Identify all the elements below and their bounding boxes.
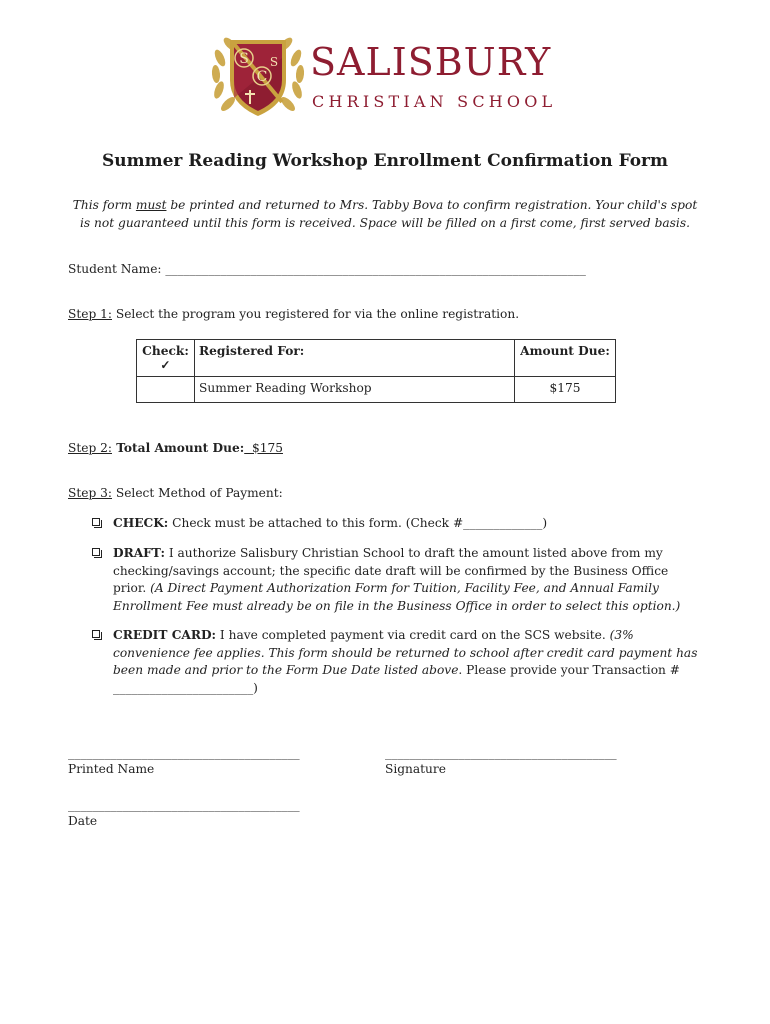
check-header — [137, 340, 195, 377]
step-2-label: Step 2: — [68, 441, 112, 455]
step-2-bold: Total Amount Due: — [112, 441, 245, 455]
payment-card-italic: (3% convenience fee applies. This form should be returned to school after credit card payment has been made and prior to the Form Due Date listed above — [113, 628, 698, 677]
date-label: Date — [68, 814, 98, 828]
registered-header: Registered For: — [195, 340, 515, 377]
step-3-text: Select Method of Payment: — [112, 486, 283, 500]
printed-name-label: Printed Name — [68, 762, 155, 776]
form-title: Summer Reading Workshop Enrollment Confirmation Form — [102, 151, 668, 171]
date-line[interactable]: ______________________________________ — [68, 798, 300, 812]
payment-option-check[interactable] — [92, 515, 704, 533]
student-name-line[interactable]: _____________________________________________________________________ — [165, 262, 586, 276]
step-2 — [68, 441, 283, 455]
program-cell: Summer Reading Workshop — [195, 377, 515, 403]
student-name-field[interactable] — [68, 262, 586, 276]
intro-pre: This form — [72, 198, 136, 212]
school-subtitle: CHRISTIAN SCHOOL — [312, 92, 557, 111]
crest-icon — [208, 28, 308, 124]
amount-cell: $175 — [515, 377, 616, 403]
payment-option-credit-card[interactable] — [92, 627, 704, 697]
crest-letter-s2: S — [269, 55, 279, 69]
payment-card-trailing: . Please provide your Transaction # _______________________) — [113, 663, 680, 695]
checkbox-icon[interactable] — [92, 548, 100, 556]
step-1 — [68, 307, 519, 321]
payment-option-draft[interactable] — [92, 545, 704, 615]
crest-letter-c: C — [256, 69, 268, 85]
payment-draft-text: I authorize Salisbury Christian School to draft the amount listed above from my checking/savings account; the specific date draft will be confirmed by the Business Office prior. — [113, 546, 669, 595]
checkbox-icon[interactable] — [92, 518, 100, 526]
payment-check-text: Check must be attached to this form. (Check #_____________) — [168, 516, 548, 530]
amount-header: Amount Due: — [515, 340, 616, 377]
payment-card-title: CREDIT CARD: — [113, 628, 217, 642]
check-header-label: Check: — [142, 344, 189, 358]
intro-post: be printed and returned to Mrs. Tabby Bova to confirm registration. Your child's spot is not guaranteed until this form is received. Space will be filled on a first come, first served basis. — [80, 198, 698, 230]
payment-draft-italic: (A Direct Payment Authorization Form for Tuition, Facility Fee, and Annual Family Enrollment Fee must already be on file in the Business Office in order to select this option.) — [113, 581, 681, 613]
signature-label: Signature — [385, 762, 446, 776]
intro-paragraph — [72, 196, 698, 232]
step-1-text: Select the program you registered for via the online registration. — [112, 307, 520, 321]
table-row — [137, 377, 616, 403]
step-2-value: $175 — [244, 441, 283, 455]
step-3 — [68, 486, 283, 500]
printed-name-line[interactable]: ______________________________________ — [68, 746, 300, 760]
student-name-label: Student Name: — [68, 262, 166, 276]
crest-letter-s1: S — [239, 51, 249, 67]
step-3-label: Step 3: — [68, 486, 112, 500]
signature-line[interactable]: ______________________________________ — [385, 746, 617, 760]
school-logo — [208, 28, 568, 124]
intro-must: must — [135, 198, 167, 212]
registration-table — [136, 339, 616, 403]
checkmark-icon: ✓ — [160, 358, 171, 372]
payment-card-text: I have completed payment via credit card on the SCS website. — [216, 628, 610, 642]
school-name: SALISBURY — [310, 40, 552, 84]
payment-draft-title: DRAFT: — [113, 546, 165, 560]
check-cell[interactable] — [137, 377, 195, 403]
step-1-label: Step 1: — [68, 307, 112, 321]
payment-check-title: CHECK: — [113, 516, 169, 530]
checkbox-icon[interactable] — [92, 630, 100, 638]
